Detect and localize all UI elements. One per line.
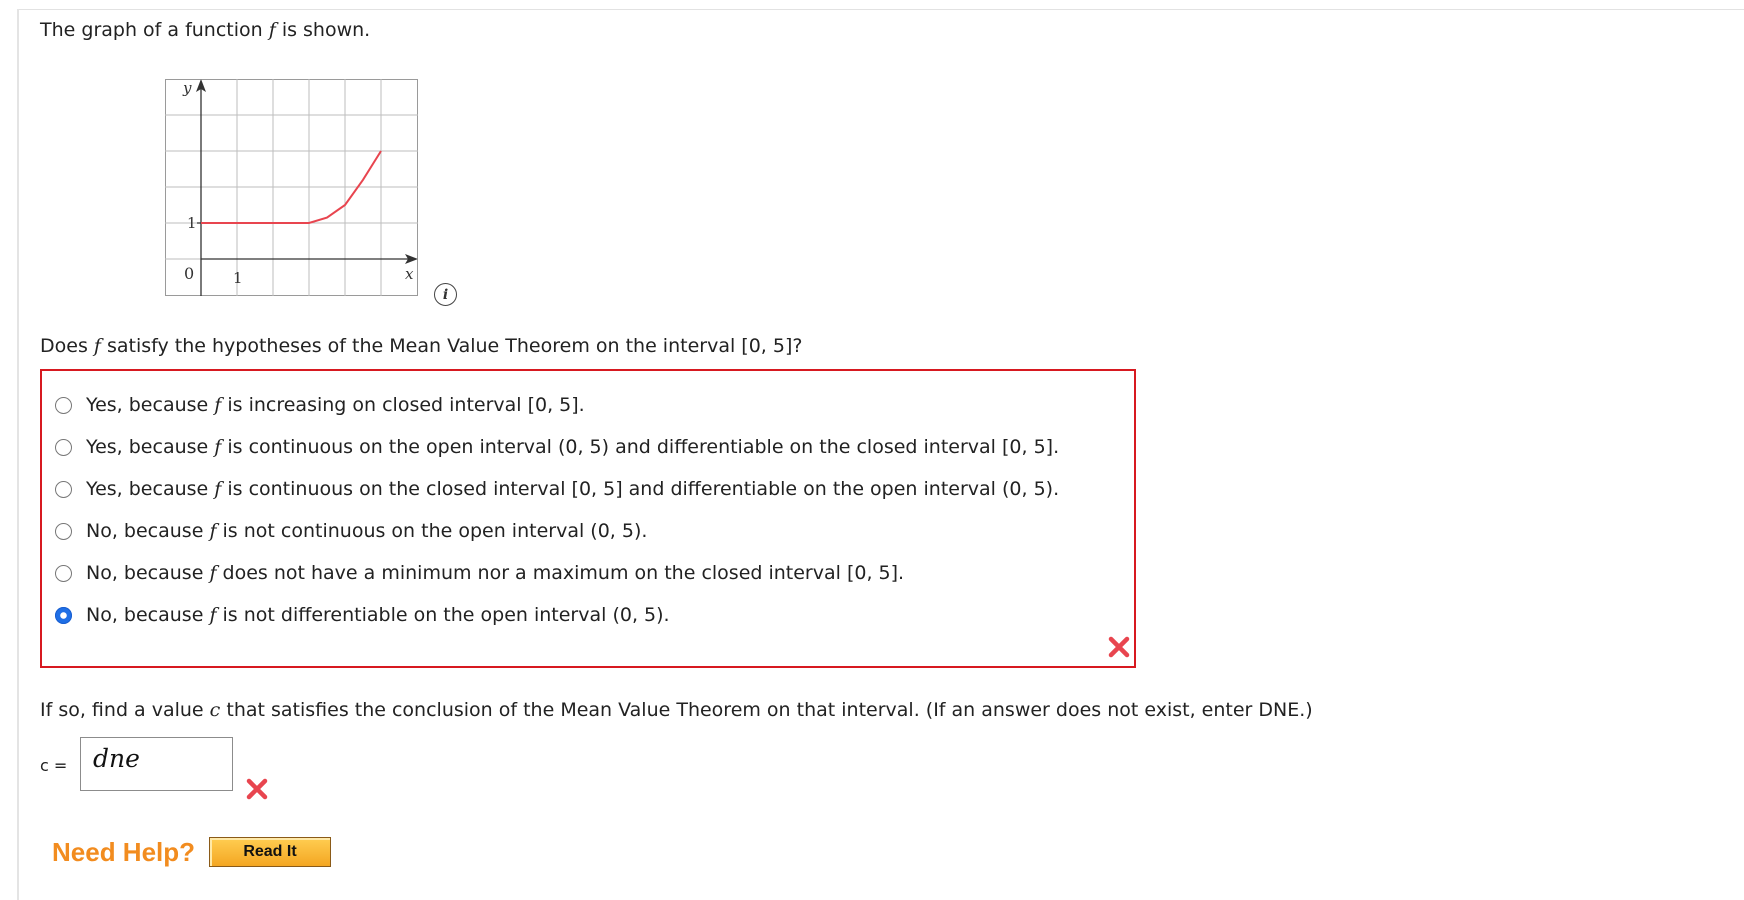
radio-5[interactable] (55, 607, 72, 624)
incorrect-x-icon (1108, 636, 1130, 658)
c-answer-input[interactable]: dne (80, 737, 233, 791)
option-2-label: Yes, because f is continuous on the closed interval [0, 5] and differentiable on the open interval (0, 5). (86, 478, 1060, 500)
graph-grid (165, 79, 418, 296)
radio-0[interactable] (55, 397, 72, 414)
intro-text: The graph of a function f is shown. (40, 19, 371, 41)
followup-text: If so, find a value c that satisfies the conclusion of the Mean Value Theorem on that interval. (If an answer does not exist, enter DNE.) (40, 699, 1313, 721)
left-divider (17, 9, 19, 900)
radio-2[interactable] (55, 481, 72, 498)
option-2[interactable] (55, 474, 1059, 504)
option-4[interactable] (55, 558, 904, 588)
y-tick-label: 1 (187, 214, 197, 232)
radio-1[interactable] (55, 439, 72, 456)
option-3-label: No, because f is not continuous on the open interval (0, 5). (86, 520, 648, 542)
x-tick-label: 1 (233, 269, 243, 287)
option-4-label: No, because f does not have a minimum nor a maximum on the closed interval [0, 5]. (86, 562, 905, 584)
radio-3[interactable] (55, 523, 72, 540)
option-0-label: Yes, because f is increasing on closed interval [0, 5]. (86, 394, 585, 416)
x-axis-label: x (405, 265, 414, 283)
origin-label: 0 (184, 264, 195, 283)
function-graph (165, 79, 419, 297)
need-help-label: Need Help? (52, 837, 196, 867)
axes (201, 85, 410, 296)
answer-choices (40, 369, 1136, 668)
option-1-label: Yes, because f is continuous on the open interval (0, 5) and differentiable on the closed interval [0, 5]. (86, 436, 1060, 458)
option-5[interactable] (55, 600, 670, 630)
option-0[interactable] (55, 390, 585, 420)
radio-4[interactable] (55, 565, 72, 582)
top-divider (18, 9, 1744, 10)
option-3[interactable] (55, 516, 647, 546)
y-axis-label: y (183, 79, 192, 97)
option-5-label: No, because f is not differentiable on the open interval (0, 5). (86, 604, 670, 626)
option-1[interactable] (55, 432, 1059, 462)
c-label: c = (40, 756, 68, 775)
info-icon[interactable]: i (434, 283, 457, 306)
question-text: Does f satisfy the hypotheses of the Mean Value Theorem on the interval [0, 5]? (40, 335, 803, 357)
read-it-button[interactable]: Read It (209, 837, 331, 867)
incorrect-x-icon-2 (246, 778, 268, 800)
